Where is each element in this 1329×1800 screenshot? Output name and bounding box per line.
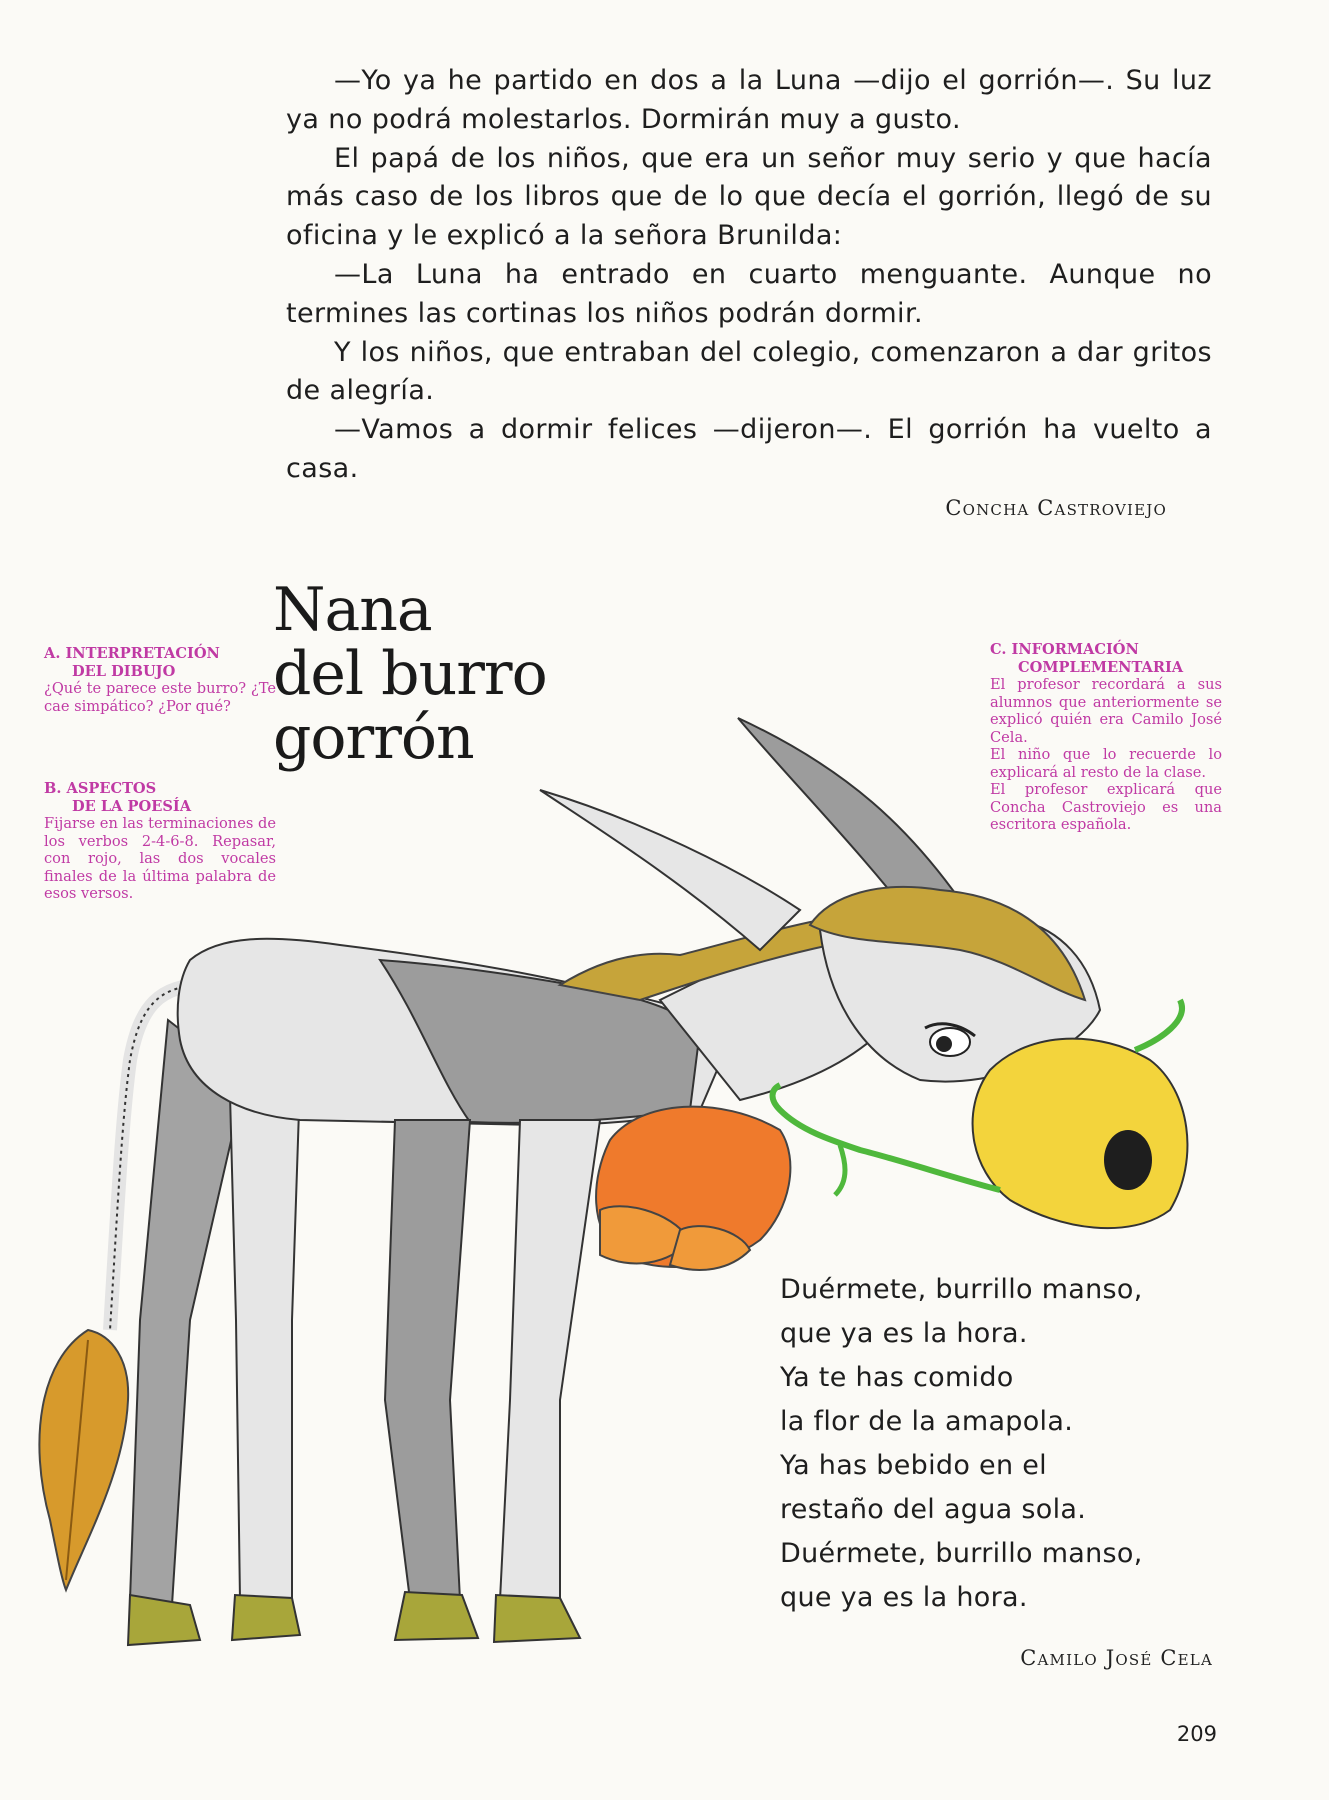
note-body: El niño que lo recuerde lo explicará al resto de la clase. [990,746,1222,781]
note-heading: C. INFORMACIÓN [990,641,1139,658]
story-paragraph: —La Luna ha entrado en cuarto menguante. Aunque no termines las cortinas los niños podrán dormir. [286,258,1212,329]
poem-line: Ya has bebido en el [780,1450,1047,1481]
donkey-muzzle [973,1039,1188,1228]
donkey-ear [540,790,800,950]
poem-line: la flor de la amapola. [780,1406,1074,1437]
note-heading: B. ASPECTOS [44,780,157,797]
note-body: El profesor recordará a sus alumnos que anteriormente se explicó quién era Camilo José Cela. [990,676,1222,746]
note-heading: DE LA POESÍA [72,797,192,815]
story-paragraph: El papá de los niños, que era un señor muy serio y que hacía más caso de los libros que de lo que decía el gorrión, llegó de su oficina y le explicó a la señora Brunilda: [286,142,1212,252]
poem-text [780,1268,1240,1620]
story-paragraph: —Yo ya he partido en dos a la Luna —dijo el gorrión—. Su luz ya no podrá molestarlos. Dormirán muy a gusto. [286,65,1212,135]
tail-tuft [39,1330,128,1590]
note-body: Fijarse en las terminaciones de los verbos 2-4-6-8. Repasar, con rojo, las dos vocales finales de la última palabra de esos versos. [44,815,276,902]
story-author: Concha Castroviejo [945,496,1167,520]
donkey-hoof [232,1595,300,1640]
note-heading: A. INTERPRETACIÓN [44,645,220,662]
note-body: ¿Qué te parece este burro? ¿Te cae simpático? ¿Por qué? [44,680,276,715]
poem-title-line: del burro [273,639,547,709]
poem-line: Ya te has comido [780,1362,1014,1393]
poem-author: Camilo José Cela [1020,1646,1213,1670]
poem-line: que ya es la hora. [780,1582,1028,1613]
donkey-hoof [494,1595,580,1642]
poem-title-line: gorrón [273,703,474,773]
donkey-hoof [128,1595,200,1645]
donkey-front-leg [385,1120,470,1600]
poem-line: que ya es la hora. [780,1318,1028,1349]
flower-stem [773,1085,1001,1190]
poem-line: Duérmete, burrillo manso, [780,1538,1143,1569]
donkey-hoof [395,1592,478,1640]
page-number: 209 [1176,1722,1217,1746]
donkey-back-leg [130,1020,245,1605]
poem-line: Duérmete, burrillo manso, [780,1274,1143,1305]
note-heading: COMPLEMENTARIA [1018,658,1184,676]
story-paragraph: —Vamos a dormir felices —dijeron—. El gorrión ha vuelto a casa. [286,414,1212,484]
story-paragraph: Y los niños, que entraban del colegio, comenzaron a dar gritos de alegría. [286,336,1212,407]
note-body: El profesor explicará que Concha Castroviejo es una escritora española. [990,781,1222,833]
poem-line: restaño del agua sola. [780,1494,1087,1525]
poem-title-line: Nana [273,575,432,645]
note-heading: DEL DIBUJO [72,662,176,680]
donkey-nostril [1104,1130,1152,1190]
